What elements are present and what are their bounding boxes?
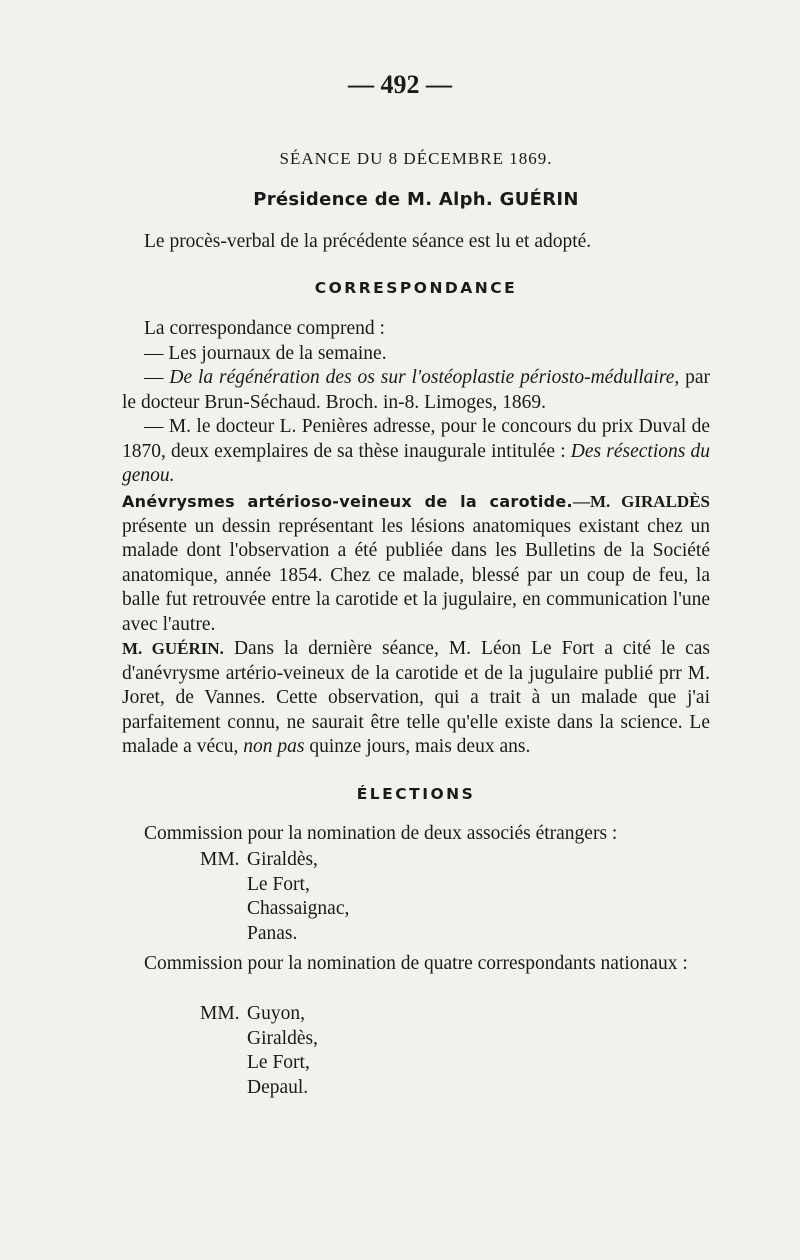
correspondence-item-brochure: [122, 366, 710, 415]
member-name: Giraldès,: [247, 1027, 318, 1049]
elections-heading: ÉLECTIONS: [356, 785, 476, 803]
aneurysm-lead-title: Anévrysmes artérioso-veineux de la carotide.: [122, 492, 573, 511]
correspondence-heading: CORRESPONDANCE: [314, 279, 518, 297]
commission-foreign-associates: Commission pour la nomination de deux associés étrangers :: [144, 823, 618, 844]
brochure-title: De la régénération des os sur l'ostéoplastie périosto-médullaire,: [169, 367, 680, 388]
aneurysm-speaker: —M. GIRALDÈS: [572, 492, 710, 511]
correspondence-intro: La correspondance comprend :: [144, 318, 385, 339]
member-name: Chassaignac,: [247, 898, 350, 919]
session-header: SÉANCE DU 8 DÉCEMBRE 1869.: [279, 149, 553, 168]
item-dash: —: [144, 367, 170, 388]
guerin-paragraph: [122, 637, 710, 760]
member-name: Le Fort,: [247, 1052, 310, 1073]
member-name: Le Fort,: [247, 873, 310, 895]
commission-foreign-mm: MM.: [200, 849, 240, 870]
member-name: Guyon,: [247, 1003, 305, 1024]
brochure-details: par le docteur Brun-Séchaud. Broch. in-8. Limoges, 1869.: [122, 367, 711, 413]
minutes-paragraph: Le procès-verbal de la précédente séance est lu et adopté.: [144, 231, 592, 252]
guerin-text-before: Dans la dernière séance, M. Léon Le Fort a cité le cas d'anévrysme artério-veineux de la carotide et de la jugulaire publié prr M. Joret, de Vannes. Cette observation, qui a trait à un malade que j'ai parfaitement connu, ne saurait être telle qu'elle existe dans la science. Le malade a vécu,: [122, 638, 710, 757]
page-number: — 492 —: [348, 70, 452, 99]
guerin-text-italic: non pas: [243, 736, 305, 757]
commission-national-correspondents: Commission pour la nomination de quatre correspondants nationaux :: [144, 953, 688, 974]
commission-national-mm: MM.: [200, 1003, 240, 1024]
member-name: Giraldès,: [247, 849, 318, 870]
thesis-title: Des résections du genou.: [122, 440, 710, 486]
guerin-speaker: M. GUÉRIN.: [122, 639, 224, 658]
correspondence-item-thesis: [122, 415, 710, 489]
aneurysm-text: présente un dessin représentant les lésions anatomiques existant chez un malade dont l'observation a été publiée dans les Bulletins de la Société anatomique, année 1854. Chez ce malade, blessé par un coup de feu, la balle fut retrouvée entre la carotide et la jugulaire, en communication l'une avec l'autre.: [122, 515, 710, 635]
member-name: Depaul.: [247, 1076, 309, 1098]
member-name: Panas.: [247, 922, 298, 944]
correspondence-item-journals: — Les journaux de la semaine.: [144, 343, 387, 364]
guerin-text-after: quinze jours, mais deux ans.: [304, 736, 531, 757]
thesis-text: — M. le docteur L. Penières adresse, pour le concours du prix Duval de 1870, deux exemplaires de sa thèse inaugurale intitulée :: [122, 416, 710, 462]
presidency-line: Présidence de M. Alph. GUÉRIN: [253, 189, 579, 210]
aneurysm-paragraph: [122, 490, 710, 637]
